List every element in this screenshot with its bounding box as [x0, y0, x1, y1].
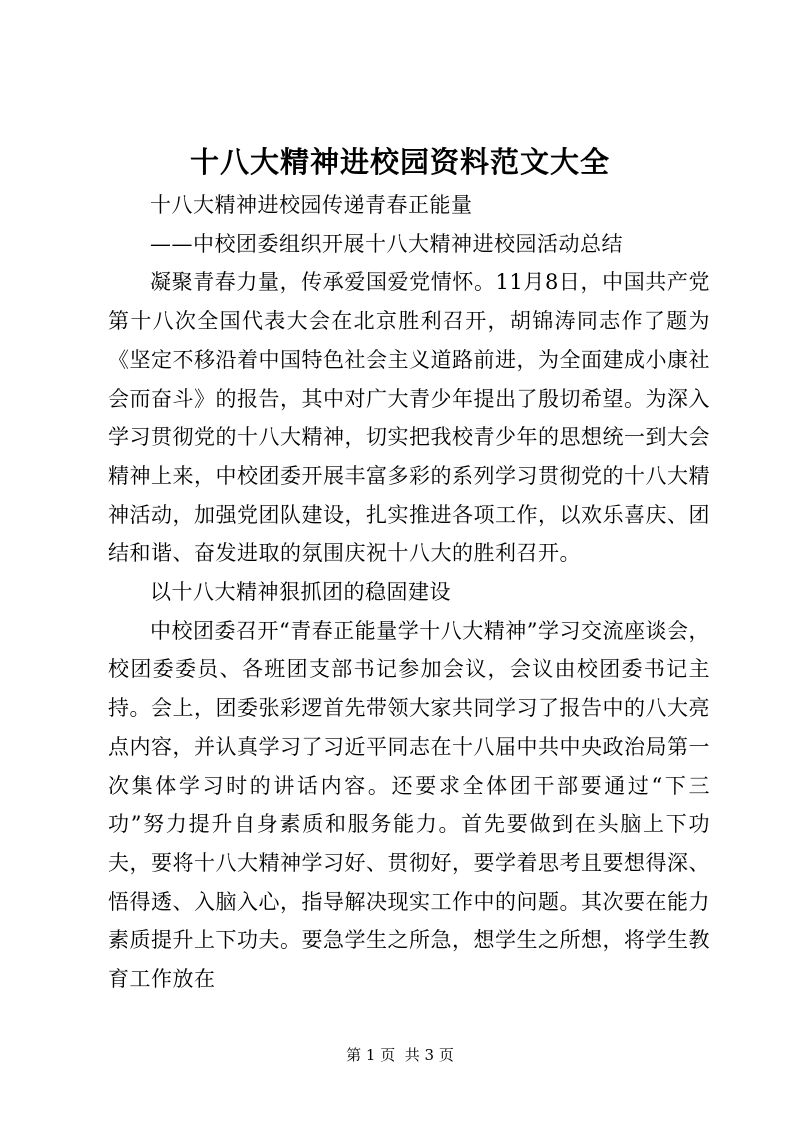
sub-subtitle: ——中校团委组织开展十八大精神进校园活动总结 [150, 231, 623, 256]
page-footer: 第 1 页 共 3 页 [346, 1046, 454, 1064]
document-body [108, 186, 710, 999]
document-title: 十八大精神进校园资料范文大全 [189, 145, 610, 179]
body-paragraph: 凝聚青春力量，传承爱国爱党情怀。11月8日，中国共产党第十八次全国代表大会在北京胜利召开，胡锦涛同志作了题为《坚定不移沿着中国特色社会主义道路前进，为全面建成小康社会而奋斗》的报告，其中对广大青少年提出了殷切希望。为深入学习贯彻党的十八大精神，切实把我校青少年的思想统一到大会精神上来，中校团委开展丰富多彩的系列学习贯彻党的十八大精神活动，加强党团队建设，扎实推进各项工作，以欢乐喜庆、团结和谐、奋发进取的氛围庆祝十八大的胜利召开。 [108, 270, 710, 566]
body-paragraph: 中校团委召开“青春正能量学十八大精神”学习交流座谈会，校团委委员、各班团支部书记参加会议，会议由校团委书记主持。会上，团委张彩逻首先带领大家共同学习了报告中的八大亮点内容，并认真学习了习近平同志在十八届中共中央政治局第一次集体学习时的讲话内容。还要求全体团干部要通过“下三功”努力提升自身素质和服务能力。首先要做到在头脑上下功夫，要将十八大精神学习好、贯彻好，要学着思考且要想得深、悟得透、入脑入心，指导解决现实工作中的问题。其次要在能力素质提升上下功夫。要急学生之所急，想学生之所想，将学生教育工作放在 [108, 618, 710, 992]
section-heading: 以十八大精神狠抓团的稳固建设 [150, 580, 451, 605]
subtitle: 十八大精神进校园传递青春正能量 [150, 193, 473, 217]
